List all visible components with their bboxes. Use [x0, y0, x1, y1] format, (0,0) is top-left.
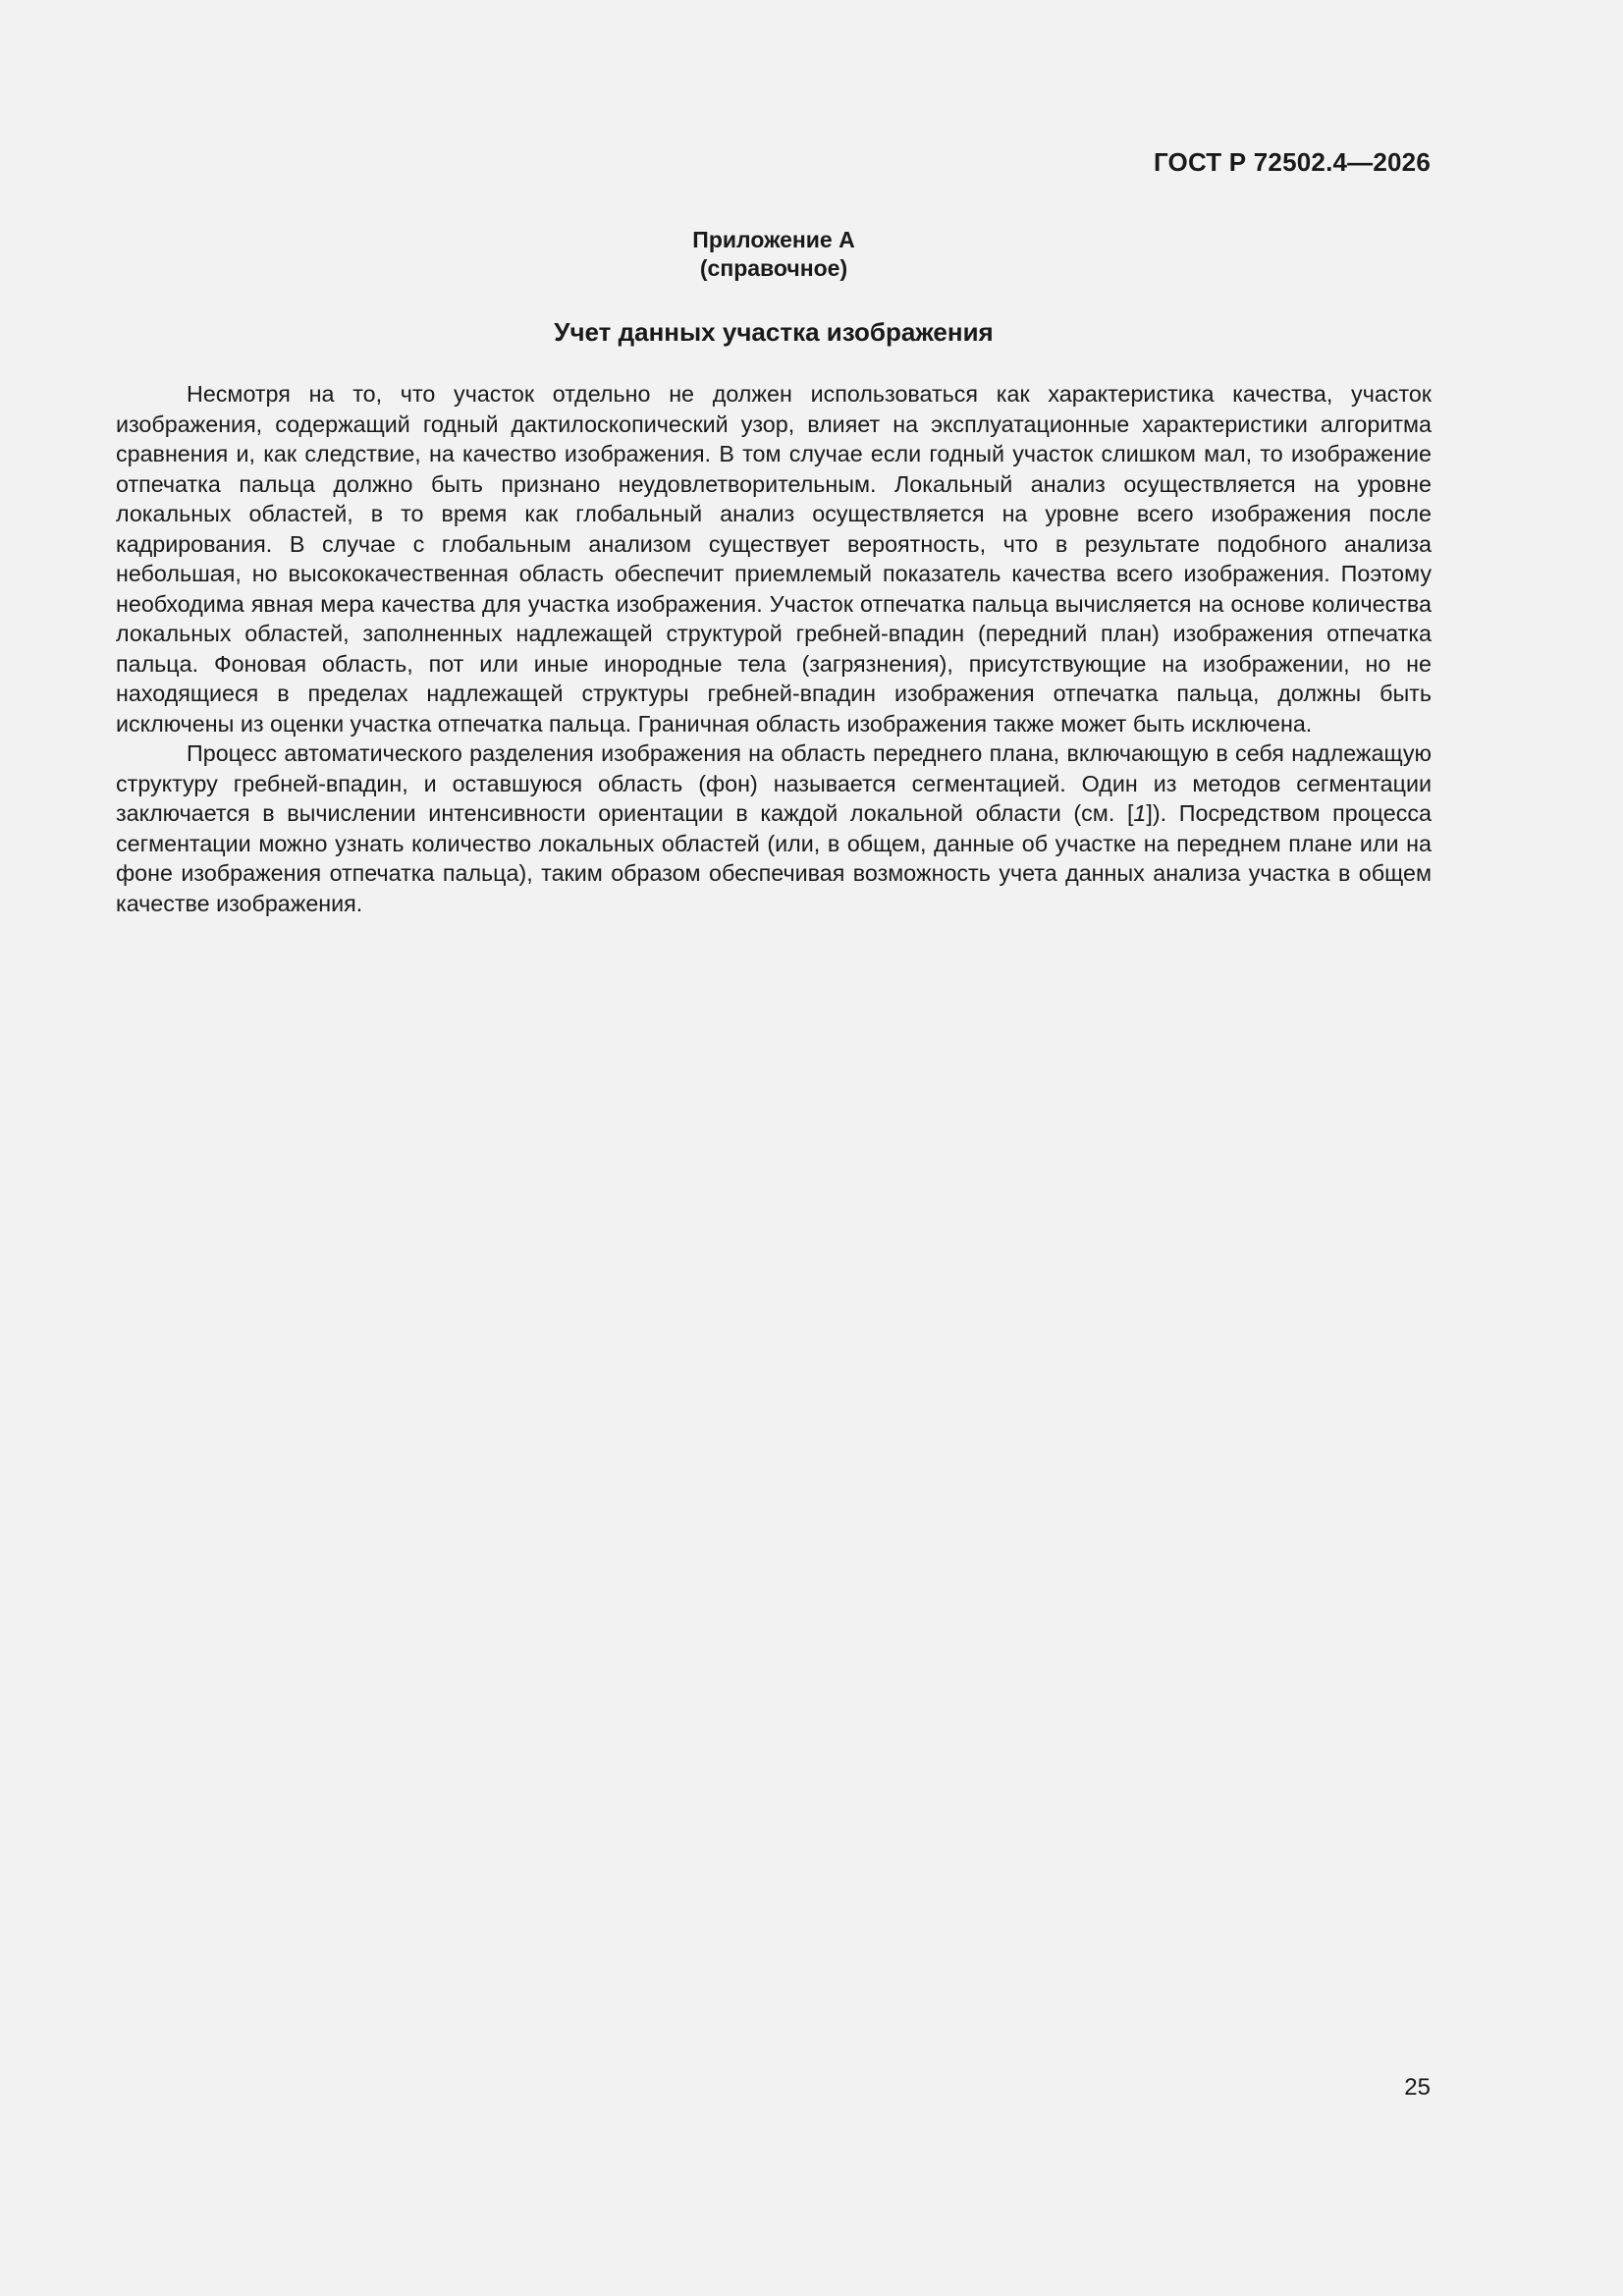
page-number: 25: [1404, 2074, 1431, 2101]
appendix-title: Приложение А: [692, 227, 855, 252]
paragraph-2-text-before-reference: Процесс автоматического разделения изображения на область переднего плана, включающую в себя надлежащую структуру гребней-впадин, и оставшуюся область (фон) называется сегментацией. Один из методов сегментации заключается в вычислении интенсивности ориентации в каждой локальной области (см. [: [116, 740, 1432, 826]
paragraph-1: Несмотря на то, что участок отдельно не должен использоваться как характеристика качества, участок изображения, содержащий годный дактилоскопический узор, влияет на эксплуатационные характеристики алгоритма сравнения и, как следствие, на качество изображения. В том случае если годный участок слишком мал, то изображение отпечатка пальца должно быть признано неудовлетворительным. Локальный анализ осуществляется на уровне локальных областей, в то время как глобальный анализ осуществляется на уровне всего изображения после кадрирования. В случае с глобальным анализом существует вероятность, что в результате подобного анализа небольшая, но высококачественная область обеспечит приемлемый показатель качества всего изображения. Поэтому необходима явная мера качества для участка изображения. Участок отпечатка пальца вычисляется на основе количества локальных областей, заполненных надлежащей структурой гребней-впадин (передний план) изображения отпечатка пальца. Фоновая область, пот или иные инородные тела (загрязнения), присутствующие на изображении, но не находящиеся в пределах надлежащей структуры гребней-впадин изображения отпечатка пальца, должны быть исключены из оценки участка отпечатка пальца. Граничная область изображения также может быть исключена.: [116, 381, 1432, 737]
appendix-heading: [0, 226, 1547, 283]
paragraph-2-text-after-reference: ]). Посредством процесса сегментации можно узнать количество локальных областей (или, в общем, данные об участке на переднем плане или на фоне изображения отпечатка пальца), таким образом обеспечивая возможность учета данных анализа участка в общем качестве изображения.: [116, 800, 1432, 916]
section-heading: Учет данных участка изображения: [554, 317, 994, 347]
bibliography-reference[interactable]: 1: [1133, 800, 1147, 826]
body-text: [116, 379, 1432, 918]
document-code: ГОСТ Р 72502.4—2026: [1153, 147, 1431, 177]
paragraph-2: [116, 738, 1432, 918]
appendix-kind: (справочное): [699, 255, 848, 281]
